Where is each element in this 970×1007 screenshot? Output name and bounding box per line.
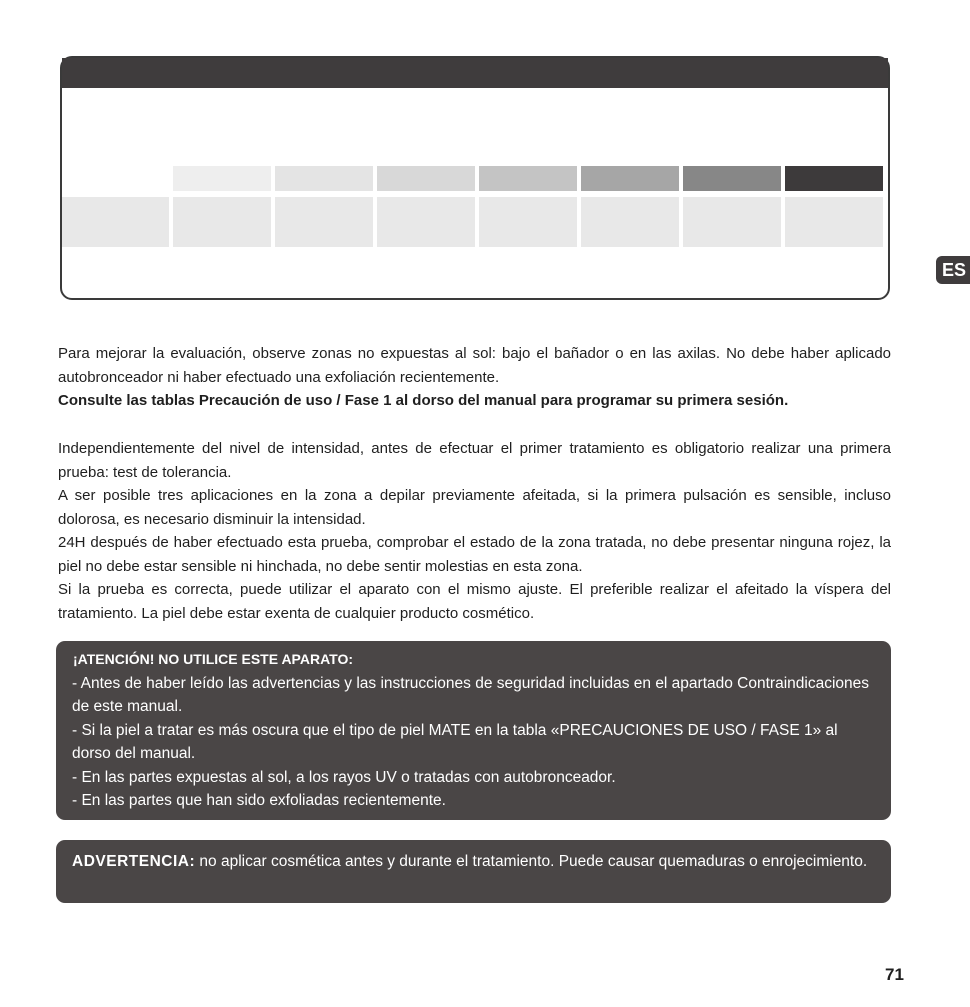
- evaluation-paragraph: Para mejorar la evaluación, observe zonas no expuestas al sol: bajo el bañador o en las axilas. No debe haber aplicado autobronceador ni haber efectuado una exfoliación recientemente.: [58, 345, 891, 386]
- page-number: 71: [885, 965, 904, 984]
- attention-box: [56, 641, 891, 820]
- table-row-label-cell: [62, 197, 169, 247]
- table-cell: [683, 197, 781, 247]
- warning-body: no aplicar cosmética antes y durante el tratamiento. Puede causar quemaduras o enrojecimiento.: [195, 853, 868, 870]
- table-cell: [581, 197, 679, 247]
- consult-tables-note: Consulte las tablas Precaución de uso / Fase 1 al dorso del manual para programar su primera sesión.: [58, 392, 789, 409]
- attention-item: - Si la piel a tratar es más oscura que el tipo de piel MATE en la tabla «PRECAUCIONES DE USO / FASE 1» al dorso del manual.: [72, 721, 838, 762]
- skin-tone-swatch: [173, 166, 271, 191]
- attention-item: - En las partes que han sido exfoliadas recientemente.: [72, 792, 446, 809]
- tolerance-paragraph-2: A ser posible tres aplicaciones en la zona a depilar previamente afeitada, si la primera pulsación es sensible, incluso dolorosa, es necesario disminuir la intensidad.: [58, 487, 891, 528]
- table-cell: [173, 197, 271, 247]
- warning-label: ADVERTENCIA:: [72, 853, 196, 870]
- attention-item: - En las partes expuestas al sol, a los rayos UV o tratadas con autobronceador.: [72, 768, 616, 786]
- language-tab: ES: [936, 256, 970, 284]
- tolerance-test-text: [58, 437, 891, 625]
- skin-tone-swatch: [785, 166, 883, 191]
- skin-tone-swatch: [275, 166, 373, 191]
- tolerance-paragraph-3: 24H después de haber efectuado esta prueba, comprobar el estado de la zona tratada, no debe presentar ninguna rojez, la piel no debe estar sensible ni hinchada, no debe sentir molestias en esta zona.: [58, 534, 891, 575]
- warning-box: [56, 840, 891, 903]
- attention-item: - Antes de haber leído las advertencias y las instrucciones de seguridad incluidas en el apartado Contraindicaciones de este manual.: [72, 674, 870, 715]
- warning-text: [72, 850, 875, 874]
- tolerance-paragraph-1: Independientemente del nivel de intensidad, antes de efectuar el primer tratamiento es obligatorio realizar una primera prueba: test de tolerancia.: [58, 440, 891, 481]
- skin-tone-table: [60, 56, 890, 300]
- table-header-bar: [62, 58, 888, 88]
- skin-tone-swatch: [479, 166, 577, 191]
- table-cell: [377, 197, 475, 247]
- intro-text: [58, 342, 891, 413]
- tolerance-paragraph-4: Si la prueba es correcta, puede utilizar el aparato con el mismo ajuste. El preferible realizar el afeitado la víspera del tratamiento. La piel debe estar exenta de cualquier producto cosmético.: [58, 581, 891, 622]
- table-cell: [275, 197, 373, 247]
- attention-heading: ¡ATENCIÓN! NO UTILICE ESTE APARATO:: [73, 651, 353, 667]
- table-cell: [785, 197, 883, 247]
- table-cell: [479, 197, 577, 247]
- skin-tone-swatch: [683, 166, 781, 191]
- skin-tone-swatch: [581, 166, 679, 191]
- skin-tone-swatch: [377, 166, 475, 191]
